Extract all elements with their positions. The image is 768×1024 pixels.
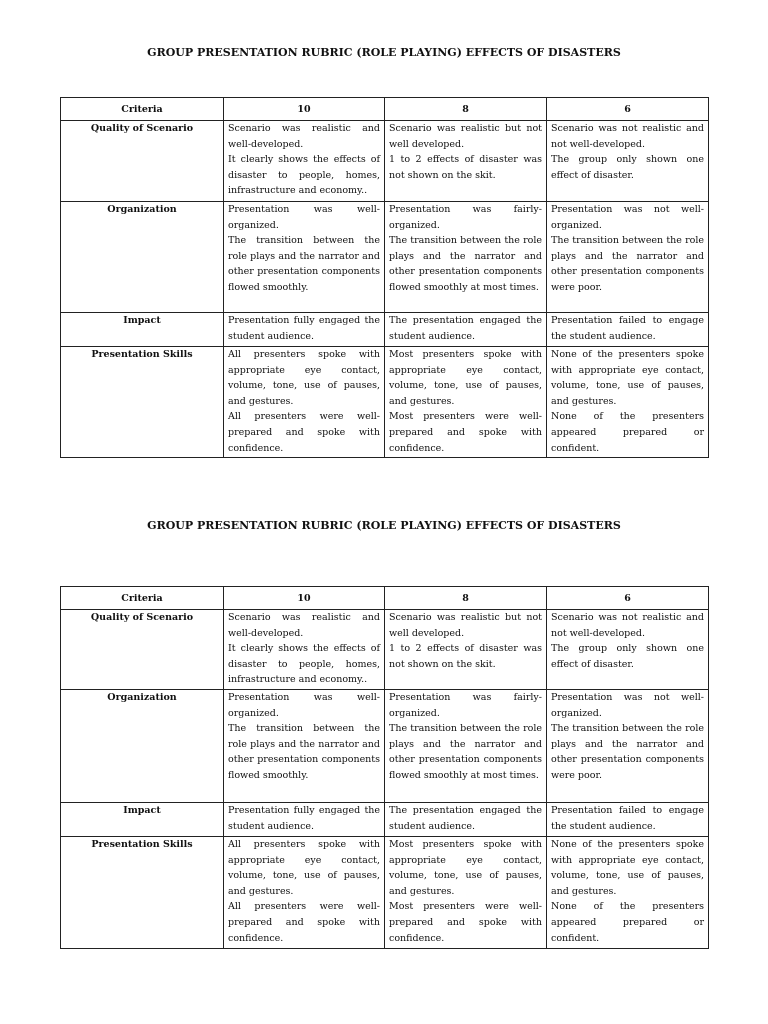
header-criteria: Criteria — [61, 587, 224, 610]
header-score-10: 10 — [224, 98, 385, 121]
descriptor-line: Scenario was realistic and well-developed. — [228, 123, 380, 150]
rubric-1-title: GROUP PRESENTATION RUBRIC (ROLE PLAYING) EFFECTS OF DISASTERS — [147, 46, 621, 59]
descriptor-line: Presentation failed to engage the student audience. — [551, 315, 704, 342]
score-10-cell — [224, 313, 385, 347]
descriptor-line: Most presenters spoke with appropriate eye contact, volume, tone, use of pauses, and gestures. — [389, 349, 542, 407]
table-row — [61, 803, 709, 837]
table-row — [61, 837, 709, 949]
descriptor-line: Most presenters spoke with appropriate eye contact, volume, tone, use of pauses, and gestures. — [389, 839, 542, 897]
descriptor-line: All presenters were well-prepared and spoke with confidence. — [228, 901, 380, 944]
header-score-8: 8 — [385, 587, 547, 610]
table-row — [61, 610, 709, 690]
descriptor-line: The group only shown one effect of disaster. — [551, 643, 704, 670]
descriptor-line: Scenario was realistic and well-developed. — [228, 612, 380, 639]
header-row — [61, 98, 709, 121]
descriptor-line: Scenario was realistic but not well developed. — [389, 612, 542, 639]
descriptor-line: Most presenters were well-prepared and spoke with confidence. — [389, 411, 542, 454]
descriptor-line: Presentation was not well-organized. — [551, 204, 704, 231]
descriptor-line: Presentation was well-organized. — [228, 692, 380, 719]
rubric-1-table — [60, 97, 709, 458]
score-10-cell — [224, 610, 385, 690]
score-6-cell — [547, 347, 709, 458]
descriptor-line: The group only shown one effect of disaster. — [551, 154, 704, 181]
criteria-cell: Presentation Skills — [61, 347, 224, 458]
score-10-cell — [224, 837, 385, 949]
criteria-cell: Impact — [61, 313, 224, 347]
score-6-cell — [547, 690, 709, 803]
descriptor-line: Scenario was realistic but not well developed. — [389, 123, 542, 150]
criteria-cell: Presentation Skills — [61, 837, 224, 949]
header-row — [61, 587, 709, 610]
score-10-cell — [224, 347, 385, 458]
table-row — [61, 121, 709, 202]
descriptor-line: Presentation was not well-organized. — [551, 692, 704, 719]
descriptor-line: Presentation fully engaged the student audience. — [228, 315, 380, 342]
descriptor-line: Presentation was well-organized. — [228, 204, 380, 231]
descriptor-line: Most presenters were well-prepared and spoke with confidence. — [389, 901, 542, 944]
criteria-cell: Impact — [61, 803, 224, 837]
score-8-cell — [385, 803, 547, 837]
descriptor-line: The transition between the role plays and the narrator and other presentation components flowed smoothly. — [228, 235, 380, 293]
score-10-cell — [224, 690, 385, 803]
score-8-cell — [385, 121, 547, 202]
criteria-cell: Quality of Scenario — [61, 610, 224, 690]
descriptor-line: All presenters were well-prepared and spoke with confidence. — [228, 411, 380, 454]
header-criteria: Criteria — [61, 98, 224, 121]
score-8-cell — [385, 347, 547, 458]
descriptor-line: The transition between the role plays and the narrator and other presentation components flowed smoothly at most times. — [389, 235, 542, 293]
descriptor-line: Presentation failed to engage the student audience. — [551, 805, 704, 832]
descriptor-line: All presenters spoke with appropriate eye contact, volume, tone, use of pauses, and gestures. — [228, 349, 380, 407]
score-8-cell — [385, 610, 547, 690]
score-6-cell — [547, 803, 709, 837]
descriptor-line: All presenters spoke with appropriate eye contact, volume, tone, use of pauses, and gestures. — [228, 839, 380, 897]
descriptor-line: The presentation engaged the student audience. — [389, 805, 542, 832]
descriptor-line: Presentation was fairly-organized. — [389, 692, 542, 719]
score-6-cell — [547, 837, 709, 949]
descriptor-line: The transition between the role plays and the narrator and other presentation components were poor. — [551, 723, 704, 781]
score-10-cell — [224, 121, 385, 202]
descriptor-line: It clearly shows the effects of disaster to people, homes, infrastructure and economy.. — [228, 154, 380, 197]
score-8-cell — [385, 313, 547, 347]
score-6-cell — [547, 313, 709, 347]
table-row — [61, 347, 709, 458]
rubric-2-title: GROUP PRESENTATION RUBRIC (ROLE PLAYING) EFFECTS OF DISASTERS — [147, 519, 621, 532]
header-score-8: 8 — [385, 98, 547, 121]
table-row — [61, 202, 709, 313]
score-10-cell — [224, 803, 385, 837]
table-row — [61, 690, 709, 803]
descriptor-line: None of the presenters spoke with appropriate eye contact, volume, tone, use of pauses, and gestures. — [551, 349, 704, 407]
score-6-cell — [547, 121, 709, 202]
rubric-2-table — [60, 586, 709, 949]
descriptor-line: None of the presenters appeared prepared or confident. — [551, 901, 704, 944]
score-10-cell — [224, 202, 385, 313]
score-8-cell — [385, 690, 547, 803]
descriptor-line: The presentation engaged the student audience. — [389, 315, 542, 342]
table-row — [61, 313, 709, 347]
score-6-cell — [547, 610, 709, 690]
score-8-cell — [385, 202, 547, 313]
descriptor-line: The transition between the role plays and the narrator and other presentation components were poor. — [551, 235, 704, 293]
descriptor-line: It clearly shows the effects of disaster to people, homes, infrastructure and economy.. — [228, 643, 380, 686]
criteria-cell: Quality of Scenario — [61, 121, 224, 202]
header-score-6: 6 — [547, 587, 709, 610]
descriptor-line: Scenario was not realistic and not well-developed. — [551, 612, 704, 639]
header-score-6: 6 — [547, 98, 709, 121]
criteria-cell: Organization — [61, 202, 224, 313]
descriptor-line: None of the presenters spoke with appropriate eye contact, volume, tone, use of pauses, and gestures. — [551, 839, 704, 897]
descriptor-line: Scenario was not realistic and not well-developed. — [551, 123, 704, 150]
score-6-cell — [547, 202, 709, 313]
descriptor-line: None of the presenters appeared prepared or confident. — [551, 411, 704, 454]
descriptor-line: 1 to 2 effects of disaster was not shown on the skit. — [389, 154, 542, 181]
descriptor-line: Presentation fully engaged the student audience. — [228, 805, 380, 832]
criteria-cell: Organization — [61, 690, 224, 803]
descriptor-line: The transition between the role plays and the narrator and other presentation components flowed smoothly. — [228, 723, 380, 781]
descriptor-line: The transition between the role plays and the narrator and other presentation components flowed smoothly at most times. — [389, 723, 542, 781]
header-score-10: 10 — [224, 587, 385, 610]
score-8-cell — [385, 837, 547, 949]
descriptor-line: 1 to 2 effects of disaster was not shown on the skit. — [389, 643, 542, 670]
descriptor-line: Presentation was fairly-organized. — [389, 204, 542, 231]
